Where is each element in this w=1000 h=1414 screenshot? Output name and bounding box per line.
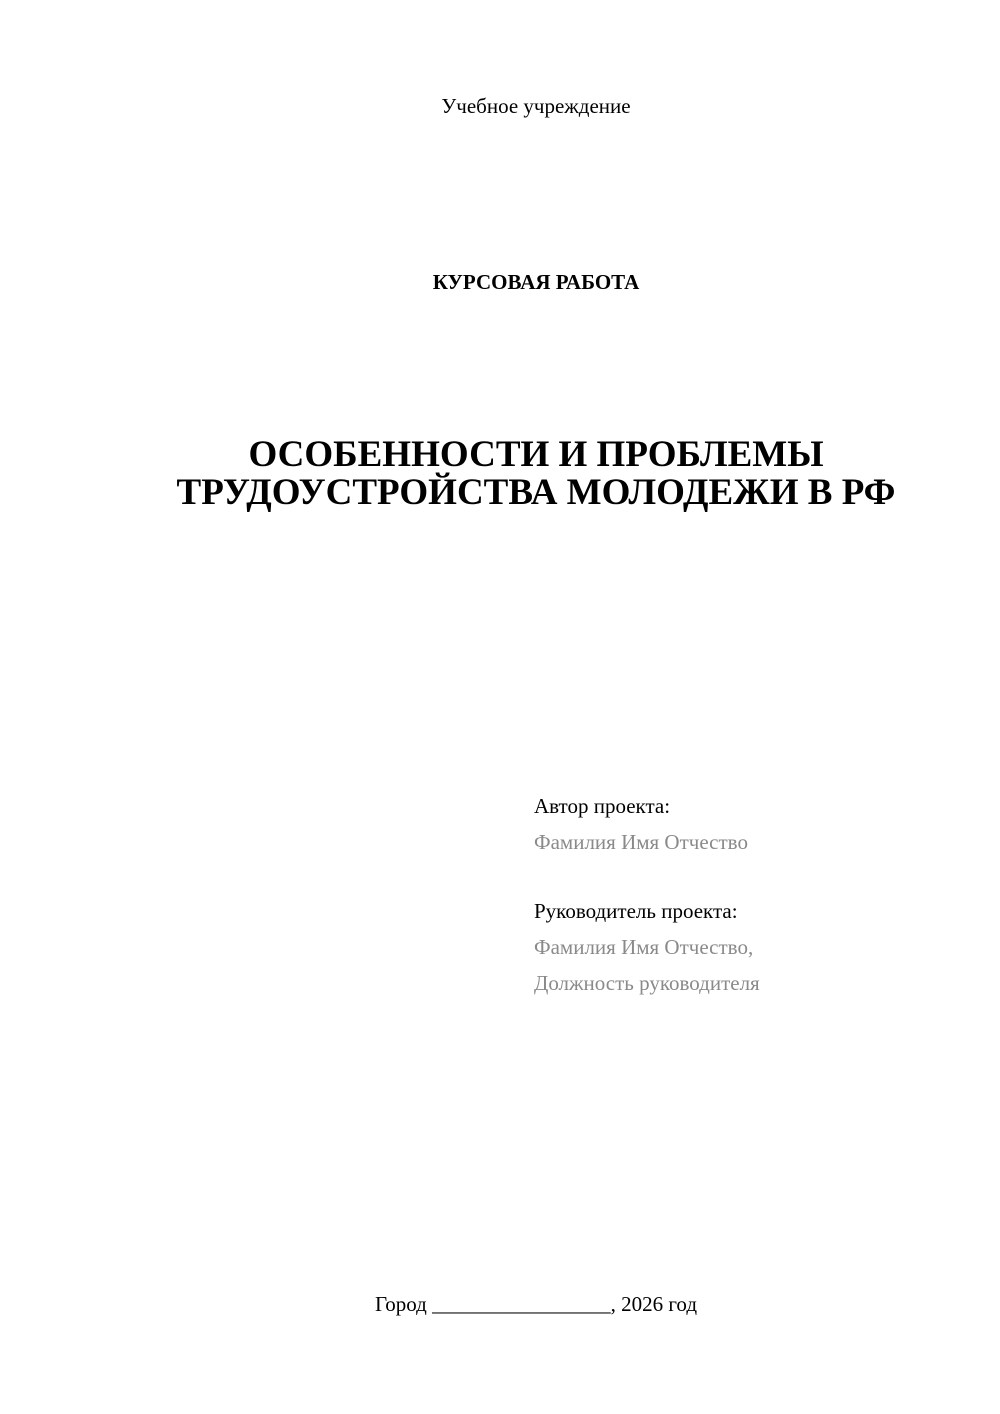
supervisor-label: Руководитель проекта: [534, 899, 738, 923]
institution-name: Учебное учреждение [441, 94, 631, 118]
city-year-line: Город _________________, 2026 год [374, 1292, 698, 1316]
author-name: Фамилия Имя Отчество [534, 830, 748, 854]
document-title-line-2: ТРУДОУСТРОЙСТВА МОЛОДЕЖИ В РФ [176, 472, 896, 513]
document-title-line-1: ОСОБЕННОСТИ И ПРОБЛЕМЫ [248, 434, 824, 475]
supervisor-name: Фамилия Имя Отчество, [534, 935, 754, 959]
supervisor-position: Должность руководителя [534, 971, 760, 995]
credits-spacer [534, 860, 974, 893]
author-label: Автор проекта: [534, 794, 671, 818]
project-credits [534, 788, 974, 1001]
document-type: КУРСОВАЯ РАБОТА [432, 270, 640, 294]
document-title [0, 436, 1000, 512]
